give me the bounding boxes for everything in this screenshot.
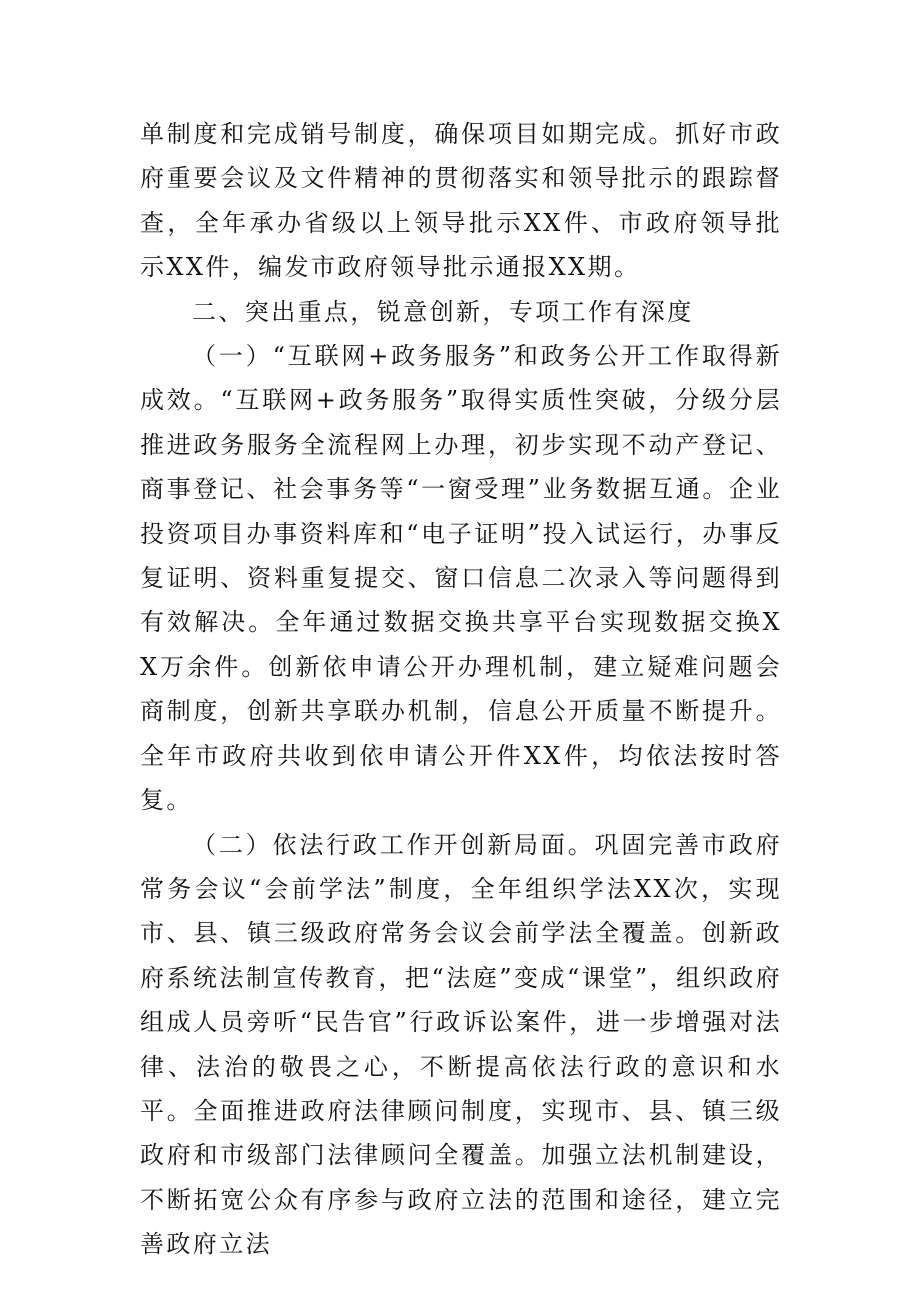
paragraph-internet-gov-services: （一）“互联网+政务服务”和政务公开工作取得新成效。“互联网+政务服务”取得实质性突破，分级分层推进政务服务全流程网上办理，初步实现不动产登记、商事登记、社会事务等“一窗受理”业务数据互通。企业投资项目办事资料库和“电子证明”投入试运行，办事反复证明、资料重复提交、窗口信息二次录入等问题得到有效解决。全年通过数据交换共享平台实现数据交换XX万余件。创新依申请公开办理机制，建立疑难问题会商制度，创新共享联办机制，信息公开质量不断提升。全年市政府共收到依申请公开件XX件，均依法按时答复。 [140, 342, 782, 815]
paragraph-rule-of-law: （二）依法行政工作开创新局面。巩固完善市政府常务会议“会前学法”制度，全年组织学法XX次，实现市、县、镇三级政府常务会议会前学法全覆盖。创新政府系统法制宣传教育，把“法庭”变成“课堂”，组织政府组成人员旁听“民告官”行政诉讼案件，进一步增强对法律、法治的敬畏之心，不断提高依法行政的意识和水平。全面推进政府法律顾问制度，实现市、县、镇三级政府和市级部门法律顾问全覆盖。加强立法机制建设，不断拓宽公众有序参与政府立法的范围和途径，建立完善政府立法 [140, 830, 782, 1259]
paragraph-continuation: 单制度和完成销号制度，确保项目如期完成。抓好市政府重要会议及文件精神的贯彻落实和领导批示的跟踪督查，全年承办省级以上领导批示XX件、市政府领导批示XX件，编发市政府领导批示通报XX期。 [140, 120, 782, 282]
section-heading: 二、突出重点，锐意创新，专项工作有深度 [192, 297, 694, 326]
document-body [140, 112, 782, 1267]
